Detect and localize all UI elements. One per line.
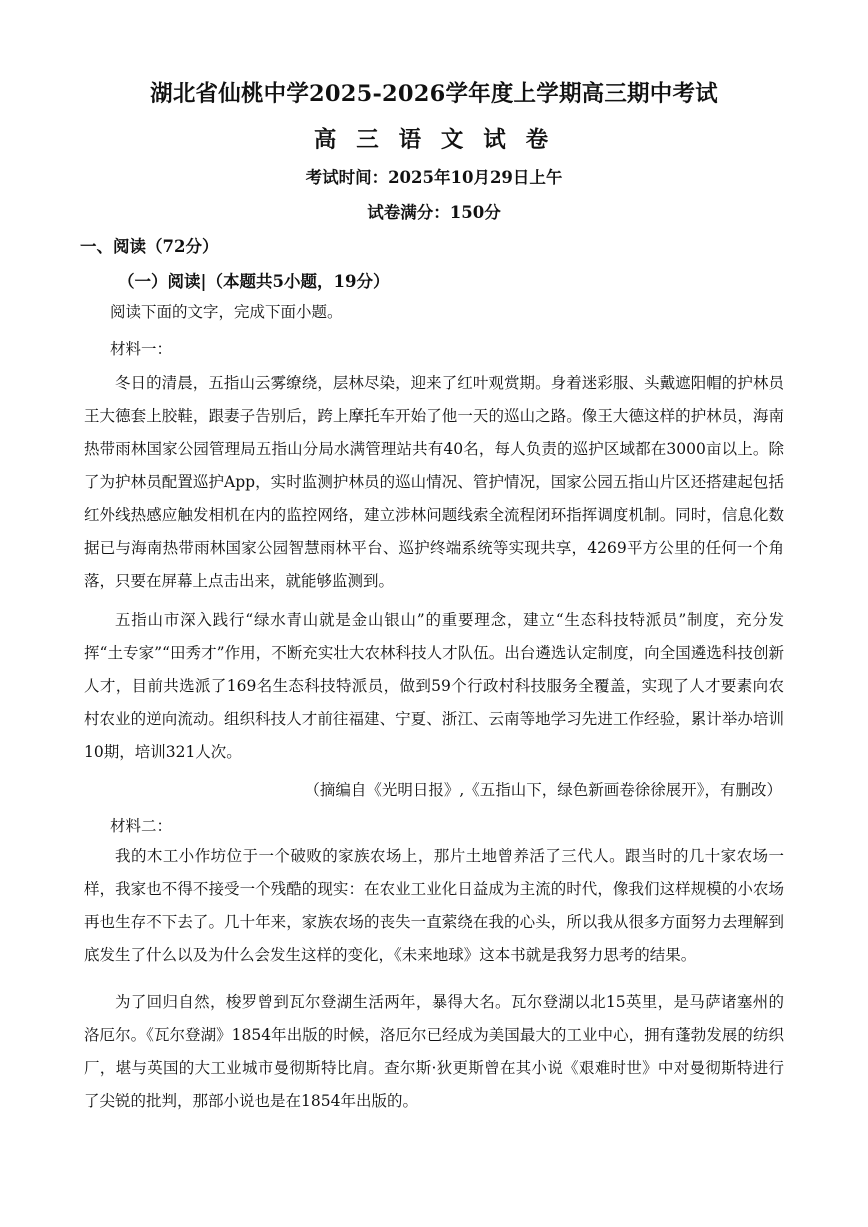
material-one-paragraph-1: 冬日的清晨，五指山云雾缭绕，层林尽染，迎来了红叶观赏期。身着迷彩服、头戴遮阳帽的护林员王大德套上胶鞋，跟妻子告别后，跨上摩托车开始了他一天的巡山之路。像王大德这样的护林员，海南热带雨林国家公园管理局五指山分局水满管理站共有40名，每人负责的巡护区域都在3000亩以上。除了为护林员配置巡护App，实时监测护林员的巡山情况、管护情况，国家公园五指山片区还搭建起包括红外线热感应触发相机在内的监控网络，建立涉林问题线索全流程闭环指挥调度机制。同时，信息化数据已与海南热带雨林国家公园智慧雨林平台、巡护终端系统等实现共享，4269平方公里的任何一个角落，只要在屏幕上点击出来，就能够监测到。 xyxy=(84,374,784,590)
material-one-source: （摘编自《光明日报》,《五指山下，绿色新画卷徐徐展开》，有删改） xyxy=(304,781,782,799)
material-two-paragraph-2: 为了回归自然，梭罗曾到瓦尔登湖生活两年，暴得大名。瓦尔登湖以北15英里，是马萨诸塞州的洛厄尔。《瓦尔登湖》1854年出版的时候，洛厄尔已经成为美国最大的工业中心，拥有蓬勃发展的纺织厂，堪与英国的大工业城市曼彻斯特比肩。查尔斯·狄更斯曾在其小说《艰难时世》中对曼彻斯特进行了尖锐的批判，那部小说也是在1854年出版的。 xyxy=(84,993,784,1110)
section-heading: 一、阅读（72分） xyxy=(80,237,219,256)
material-two-label: 材料二： xyxy=(110,817,173,835)
sub-section-heading: （一）阅读|（本题共5小题，19分） xyxy=(118,272,390,291)
material-one-paragraph-2: 五指山市深入践行“绿水青山就是金山银山”的重要理念，建立“生态科技特派员”制度，充分发挥“土专家”“田秀才”作用，不断充实壮大农林科技人才队伍。出台遴选认定制度，向全国遴选科技创新人才，目前共选派了169名生态科技特派员，做到59个行政村科技服务全覆盖，实现了人才要素向农村农业的逆向流动。组织科技人才前往福建、宁夏、浙江、云南等地学习先进工作经验，累计举办培训10期，培训321人次。 xyxy=(84,611,784,761)
reading-instruction: 阅读下面的文字，完成下面小题。 xyxy=(110,303,343,321)
material-two-paragraph-1: 我的木工小作坊位于一个破败的家族农场上，那片土地曾养活了三代人。跟当时的几十家农场一样，我家也不得不接受一个残酷的现实：在农业工业化日益成为主流的时代，像我们这样规模的小农场再也生存不下去了。几十年来，家族农场的丧失一直萦绕在我的心头，所以我从很多方面努力去理解到底发生了什么以及为什么会发生这样的变化，《未来地球》这本书就是我努力思考的结果。 xyxy=(84,847,784,964)
paper-subtitle: 高 三 语 文 试 卷 xyxy=(313,127,555,153)
exam-time: 考试时间：2025年10月29日上午 xyxy=(305,168,563,187)
material-one-label: 材料一： xyxy=(110,340,173,358)
exam-title: 湖北省仙桃中学2025-2026学年度上学期高三期中考试 xyxy=(150,81,718,107)
full-score: 试卷满分：150分 xyxy=(367,203,501,222)
